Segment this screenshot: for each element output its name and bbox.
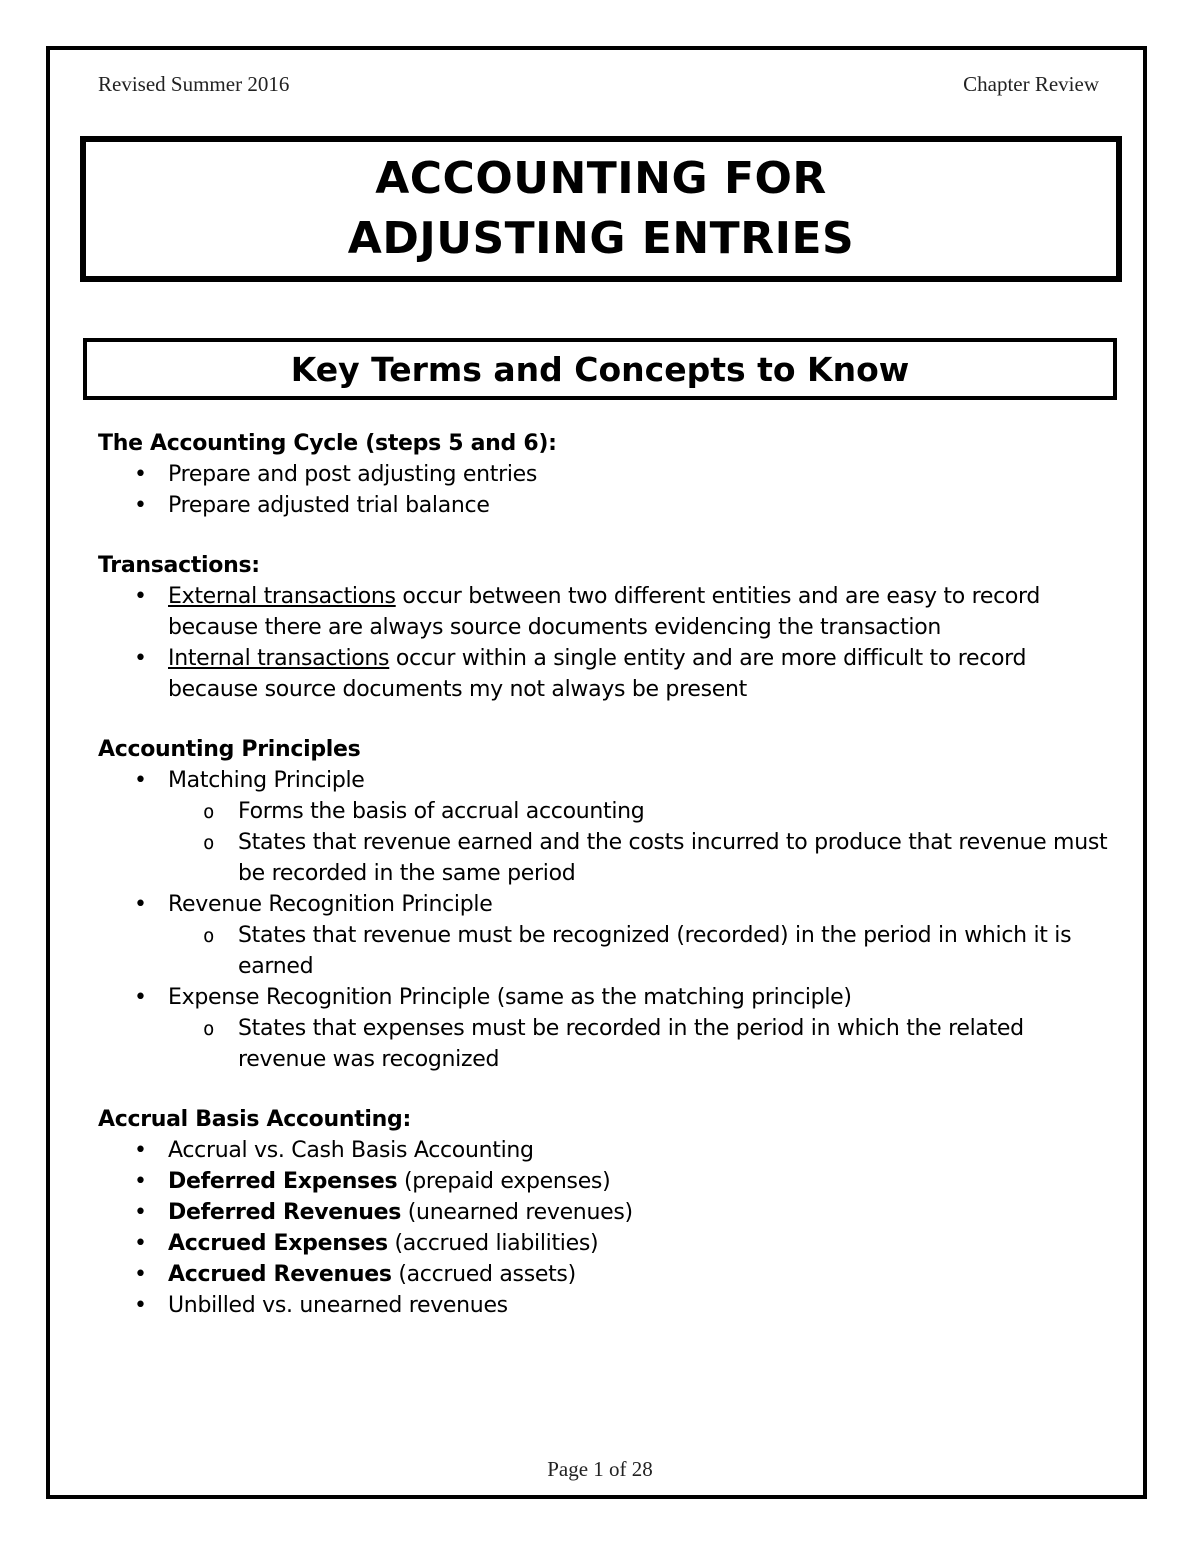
sub-list-item: o States that expenses must be recorded in the period in which the related revenue was recognized — [168, 1013, 1108, 1075]
term-description: occur between two different entities and are easy to record because there are always source documents evidencing the transaction — [168, 584, 1041, 640]
group-heading: Accounting Principles — [98, 737, 361, 762]
title-box — [80, 136, 1122, 282]
section-box — [83, 338, 1117, 400]
sub-list — [168, 920, 1108, 982]
header-revision-date: Revised Summer 2016 — [98, 72, 290, 96]
group-heading: Accrual Basis Accounting: — [98, 1107, 411, 1132]
sub-list-item: o States that revenue must be recognized (recorded) in the period in which it is earned — [168, 920, 1108, 982]
bullet-list — [98, 581, 1108, 705]
bullet-list — [98, 765, 1108, 1075]
group-accounting-cycle — [98, 428, 1108, 521]
term-underlined: External transactions — [168, 584, 396, 609]
list-item — [98, 889, 1108, 982]
sub-list-item: o States that revenue earned and the costs incurred to produce that revenue must be recorded in the same period — [168, 827, 1108, 889]
group-accounting-principles — [98, 734, 1108, 1075]
list-item — [98, 1197, 1108, 1228]
list-item — [98, 581, 1108, 643]
header-chapter-review: Chapter Review — [963, 72, 1099, 96]
list-item — [98, 982, 1108, 1075]
title-line-1: ACCOUNTING FOR — [375, 153, 827, 204]
sub-list-item: o Forms the basis of accrual accounting — [168, 796, 1108, 827]
term-description: (accrued liabilities) — [387, 1231, 599, 1256]
sub-list — [168, 796, 1108, 889]
bullet-list — [98, 459, 1108, 521]
list-item — [98, 1259, 1108, 1290]
term-bold: Deferred Revenues — [168, 1200, 402, 1225]
list-item: • Prepare adjusted trial balance — [98, 490, 1108, 521]
term-description: (unearned revenues) — [401, 1200, 633, 1225]
bullet-list — [98, 1135, 1108, 1321]
list-item — [98, 765, 1108, 889]
title-line-2: ADJUSTING ENTRIES — [347, 213, 855, 264]
list-item: • Prepare and post adjusting entries — [98, 459, 1108, 490]
group-transactions — [98, 550, 1108, 705]
term-bold: Accrued Revenues — [168, 1262, 392, 1287]
sub-list — [168, 1013, 1108, 1075]
term-description: (prepaid expenses) — [397, 1169, 611, 1194]
group-accrual-basis — [98, 1104, 1108, 1321]
group-heading: The Accounting Cycle (steps 5 and 6): — [98, 431, 557, 456]
list-item: • Unbilled vs. unearned revenues — [98, 1290, 1108, 1321]
group-heading: Transactions: — [98, 553, 260, 578]
list-item: • Accrual vs. Cash Basis Accounting — [98, 1135, 1108, 1166]
list-item — [98, 1228, 1108, 1259]
principle-label: Revenue Recognition Principle — [168, 892, 493, 917]
content — [98, 428, 1108, 1350]
list-item — [98, 1166, 1108, 1197]
term-description: (accrued assets) — [391, 1262, 576, 1287]
term-underlined: Internal transactions — [168, 646, 390, 671]
term-bold: Accrued Expenses — [168, 1231, 388, 1256]
principle-label: Expense Recognition Principle (same as the matching principle) — [168, 985, 852, 1010]
section-title: Key Terms and Concepts to Know — [290, 349, 910, 389]
list-item — [98, 643, 1108, 705]
principle-label: Matching Principle — [168, 768, 365, 793]
term-bold: Deferred Expenses — [168, 1169, 398, 1194]
term-description: occur within a single entity and are more difficult to record because source documents my not always be present — [168, 646, 1027, 702]
page-number: Page 1 of 28 — [547, 1457, 653, 1481]
